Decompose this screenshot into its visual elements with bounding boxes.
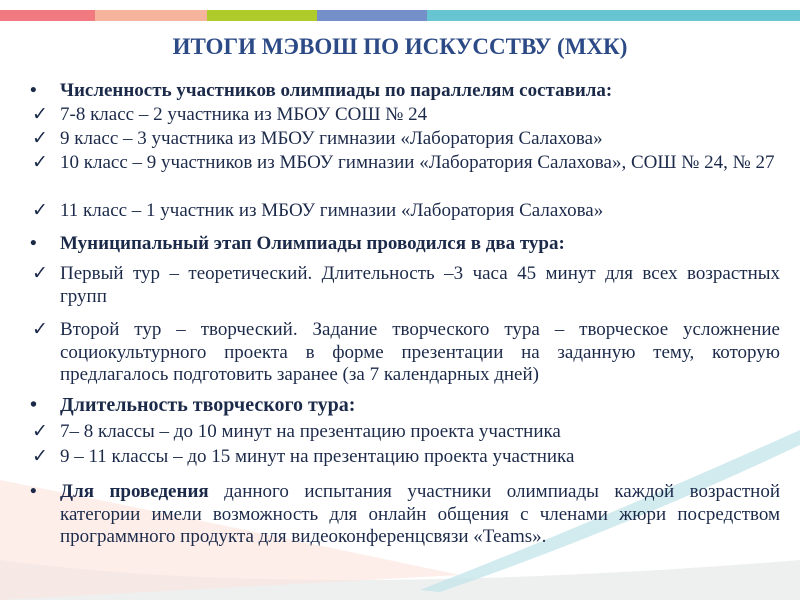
item-text: Длительность творческого тура:: [60, 394, 356, 416]
item-text: 7-8 класс – 2 участника из МБОУ СОШ № 24: [60, 104, 428, 125]
bullet-icon: •: [30, 481, 37, 502]
item-text: Численность участников олимпиады по параллелям составила:: [60, 80, 613, 101]
item-text: 9 – 11 классы – до 15 минут на презентацию проекта участника: [60, 446, 575, 467]
bullet-icon: •: [30, 233, 37, 254]
check-icon: ✓: [32, 200, 48, 221]
bullet-item: [30, 233, 780, 256]
item-text: Муниципальный этап Олимпиады проводился в два тура:: [60, 233, 565, 254]
item-text: Первый тур – теоретический. Длительность –3 часа 45 минут для всех возрастных групп: [60, 263, 780, 307]
check-item: [32, 152, 780, 175]
header-bar-segment: [95, 10, 207, 21]
check-icon: ✓: [32, 128, 48, 149]
item-text: 10 класс – 9 участников из МБОУ гимназии «Лаборатория Салахова», СОШ № 24, № 27: [60, 152, 775, 173]
slide-title: ИТОГИ МЭВОШ ПО ИСКУССТВУ (МХК): [172, 34, 628, 59]
check-item: [32, 200, 780, 223]
item-text: данного испытания участники олимпиады каждой возрастной категории имели возможность для онлайн общения с членами жюри посредством программного продукта для видеоконференцсвязи «Teams».: [60, 481, 780, 547]
bullet-icon: •: [30, 394, 38, 416]
bullet-icon: •: [30, 80, 37, 101]
check-icon: ✓: [32, 152, 48, 173]
item-text: 7– 8 классы – до 10 минут на презентацию проекта участника: [60, 421, 561, 442]
check-item: [32, 128, 780, 151]
check-item: [32, 104, 780, 127]
check-icon: ✓: [32, 104, 48, 125]
item-text: 9 класс – 3 участника из МБОУ гимназии «Лаборатория Салахова»: [60, 128, 603, 149]
bullet-item: [30, 394, 780, 417]
item-text: Второй тур – творческий. Задание творческого тура – творческое усложнение социокультурного проекта в форме презентации на заданную тему, которую предлагалось подготовить заранее (за 7 календарных дней): [60, 319, 780, 385]
check-item: [32, 263, 780, 308]
check-icon: ✓: [32, 446, 48, 467]
check-item: [32, 319, 780, 387]
header-bar-segment: [317, 10, 427, 21]
check-icon: ✓: [32, 263, 48, 284]
check-icon: ✓: [32, 319, 48, 340]
header-bar-segment: [207, 10, 317, 21]
header-bar-segment: [0, 10, 95, 21]
header-bar-segment: [427, 10, 800, 21]
check-item: [32, 421, 780, 444]
item-bold-text: Для проведения: [60, 481, 209, 502]
check-item: [32, 446, 780, 469]
item-text: 11 класс – 1 участник из МБОУ гимназии «Лаборатория Салахова»: [60, 200, 604, 221]
bullet-item: [30, 80, 780, 103]
check-icon: ✓: [32, 421, 48, 442]
bullet-item: [30, 481, 780, 549]
